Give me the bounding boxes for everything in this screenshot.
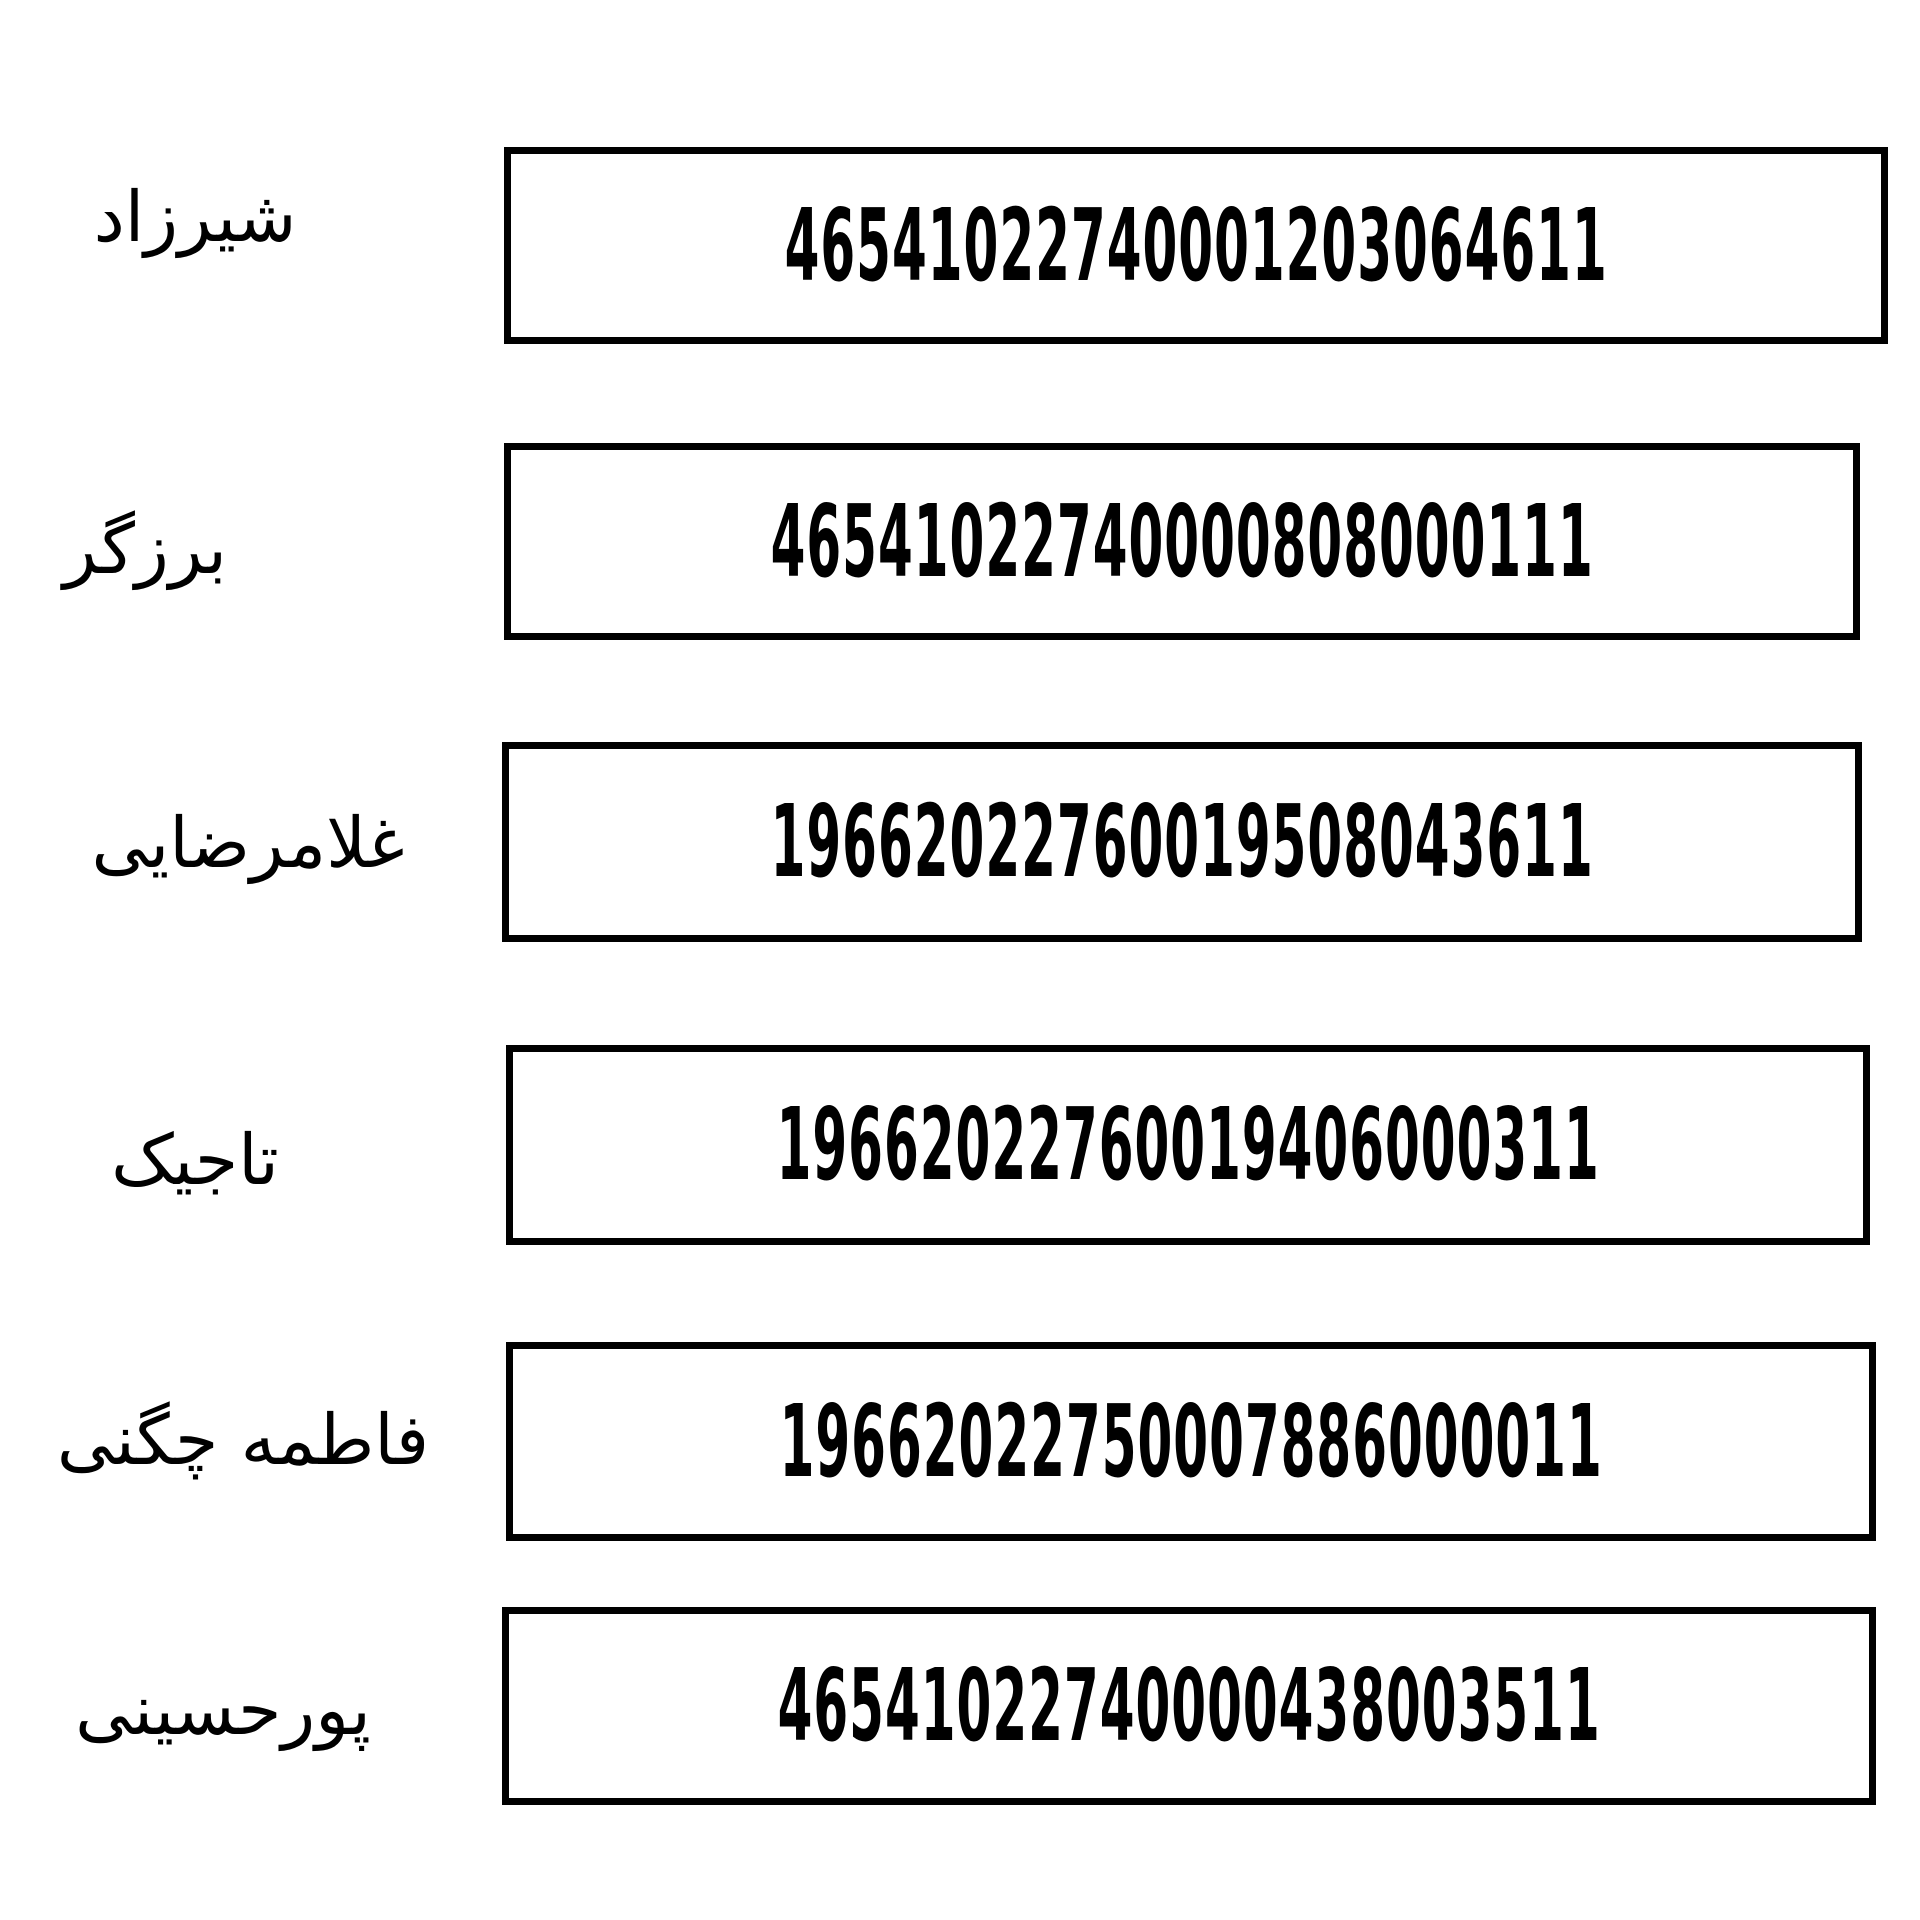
- person-name: تاجیک: [111, 1119, 279, 1201]
- person-name: شیرزاد: [93, 176, 297, 258]
- id-number: 46541022740001203064611: [784, 186, 1608, 304]
- number-box: [502, 742, 1862, 942]
- number-box: [502, 1607, 1876, 1805]
- id-number: 19662022760019406000311: [776, 1086, 1600, 1203]
- number-box: [504, 147, 1888, 344]
- person-name: غلامرضایی: [91, 802, 405, 884]
- number-box: [506, 1045, 1870, 1245]
- number-box: [504, 443, 1860, 640]
- person-name: فاطمه چگنی: [56, 1399, 430, 1481]
- person-name: پورحسینی: [75, 1669, 371, 1751]
- id-number: 19662022750007886000011: [779, 1382, 1603, 1500]
- id-number: 46541022740000438003511: [777, 1647, 1601, 1764]
- person-name: برزگر: [63, 508, 227, 590]
- id-number: 19662022760019508043611: [770, 783, 1594, 900]
- id-number: 46541022740000808000111: [770, 482, 1594, 600]
- number-box: [506, 1342, 1876, 1541]
